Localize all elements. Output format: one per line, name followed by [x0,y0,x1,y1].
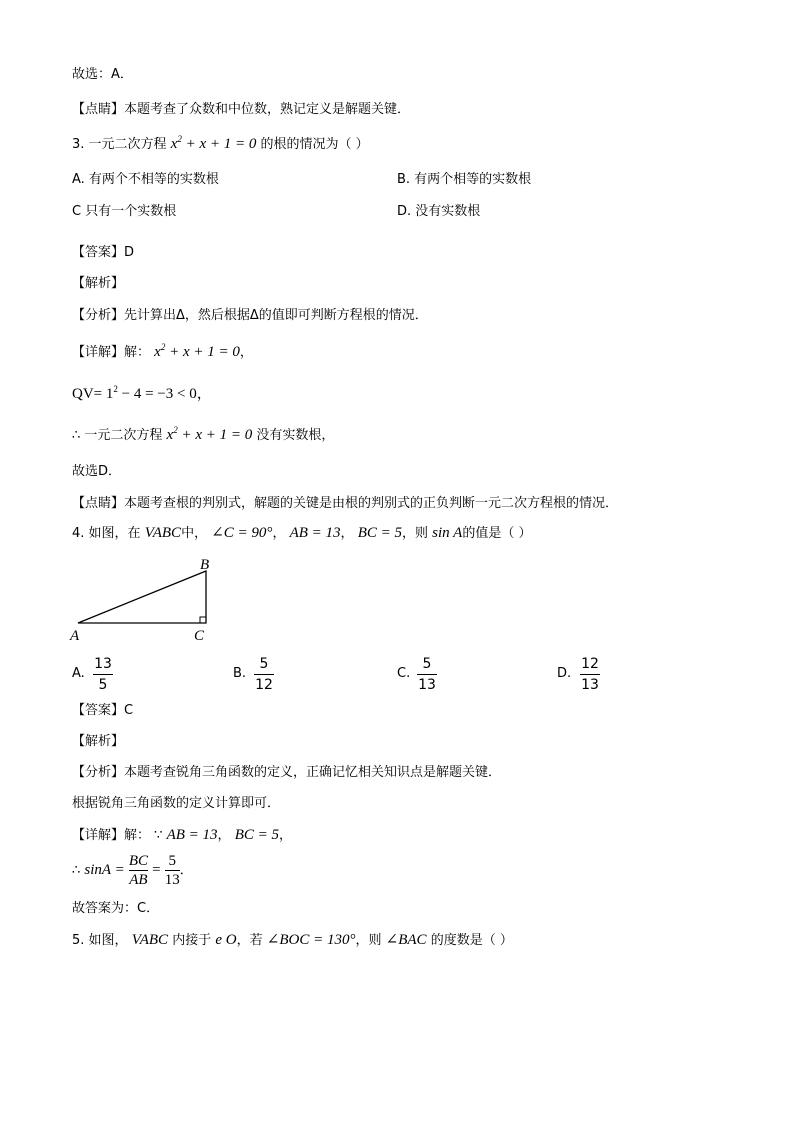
q3-discriminant-expr: $QV= 1^2 - 4 = -3 < 0$， [72,384,212,402]
denominator: 5 [98,677,108,693]
q3-option-d: D. 没有实数根 [397,204,481,219]
right-angle-marker [200,617,206,623]
q4-option-d-letter: D. [557,666,572,681]
q4-triangle: VABC [144,525,182,541]
q4-option-c-letter: C. [397,666,411,681]
vertex-label-a: A [70,628,80,644]
sep: ， [340,526,354,541]
q3-equation: $x^2 + x + 1 = 0$ [170,134,257,152]
q4-bc: BC = 5 [357,525,402,541]
numerator: 5 [168,853,177,869]
q3-qv-tail: − 4 = −3 < 0， [117,386,212,402]
fraction-bar [417,674,437,675]
period: ． [179,863,193,878]
numerator: 13 [94,656,112,672]
q3-guxuan: 故选D． [72,464,122,479]
fraction-bc-ab [129,853,148,888]
sep: ， [217,828,231,843]
q4-sine-calc [72,852,193,889]
triangle-shape [78,571,206,623]
q3-comment: 【点睛】本题考查根的判别式，解题的关键是由根的判别式的正负判断一元二次方程根的情况． [72,496,619,511]
q3-stem [72,135,369,154]
vertex-label-c: C [194,628,205,644]
prev-comment: 【点睛】本题考查了众数和中位数，熟记定义是解题关键． [72,102,411,117]
q4-detail-bc: BC = 5 [234,827,279,843]
q4-option-a-fraction [93,655,113,694]
sin-lhs: sinA = [84,862,125,878]
q5-ze: ，则 [355,933,382,948]
q4-option-c-fraction [417,655,437,694]
q3-jiexi: 【解析】 [72,276,125,291]
q4-detail-ab: AB = 13 [166,827,218,843]
q4-option-b-letter: B. [233,666,247,681]
q4-option-a-letter: A. [72,666,85,681]
fraction-bar [129,870,148,871]
q5-stem [72,931,513,950]
q4-stem-tail: 的值是（ ） [462,526,532,541]
q4-final: 故答案为：C． [72,901,160,916]
denominator: 13 [164,872,180,888]
q4-option-b-fraction [254,655,274,694]
sep: ， [278,828,292,843]
q4-answer: 【答案】C [72,703,134,718]
q3-conclusion-equation: $x^2 + x + 1 = 0$ [166,425,253,443]
q5-angle: ∠BOC = 130° [266,932,356,948]
q3-stem-suffix: 的根的情况为（ ） [260,137,369,152]
q4-angle-c: ∠C = 90° [211,525,273,541]
q3-discriminant [72,385,212,404]
q3-conclusion [72,426,334,445]
numerator: 5 [422,656,432,672]
q4-ab: AB = 13 [289,525,341,541]
equals: = [152,862,161,878]
fraction-5-13 [165,853,180,888]
denominator: AB [129,872,148,888]
q5-stem-tail: 的度数是（ ） [430,933,513,948]
denominator: 12 [255,677,273,693]
fraction-bar [580,674,600,675]
q3-qv: QV= 1 [72,386,114,402]
q4-stem [72,524,531,543]
q4-detail-label: 【详解】解： [72,828,151,843]
q5-bac: ∠BAC [385,932,427,948]
fraction-bar [165,870,180,871]
q3-analysis: 【分析】先计算出Δ，然后根据Δ的值即可判断方程根的情况． [72,308,428,323]
fraction-bar [93,674,113,675]
q5-circle: e O [215,932,237,948]
prev-conclusion: 故选：A． [72,67,133,82]
q4-ze: ，则 [402,526,429,541]
q3-detail [72,343,253,362]
q3-answer: 【答案】D [72,245,135,260]
q4-jiexi: 【解析】 [72,734,125,749]
denominator: 13 [581,677,599,693]
q3-no-root: 没有实数根， [256,428,335,443]
right-triangle-figure [66,555,226,647]
q3-option-a: A. 有两个不相等的实数根 [72,172,219,187]
sep: ， [272,526,286,541]
numerator: BC [128,853,149,869]
q5-stem-prefix: 5. 如图， [72,933,128,948]
q5-ruo: ，若 [236,933,263,948]
q3-option-b: B. 有两个相等的实数根 [397,172,532,187]
numerator: 5 [259,656,269,672]
q5-triangle: VABC [131,932,169,948]
therefore-symbol: ∴ [72,863,81,878]
q3-detail-label: 【详解】解： [72,345,151,360]
denominator: 13 [418,677,436,693]
q4-option-d-fraction [580,655,600,694]
vertex-label-b: B [200,557,210,573]
because-symbol: ∵ [154,828,163,843]
q4-zhong: 中， [181,526,208,541]
q5-nei: 内接于 [172,933,212,948]
fraction-bar [254,674,274,675]
q4-calc: 根据锐角三角函数的定义计算即可． [72,796,281,811]
q3-option-c: C 只有一个实数根 [72,204,177,219]
comma: ， [239,345,253,360]
q4-stem-prefix: 4. 如图，在 [72,526,141,541]
q4-detail [72,826,292,845]
q4-sina: sin A [432,525,463,541]
q4-analysis: 【分析】本题考查锐角三角函数的定义，正确记忆相关知识点是解题关键． [72,765,502,780]
q3-detail-equation: $x^2 + x + 1 = 0$ [154,342,240,360]
q3-stem-prefix: 3. 一元二次方程 [72,137,167,152]
numerator: 12 [581,656,599,672]
q3-therefore: ∴ 一元二次方程 [72,428,163,443]
